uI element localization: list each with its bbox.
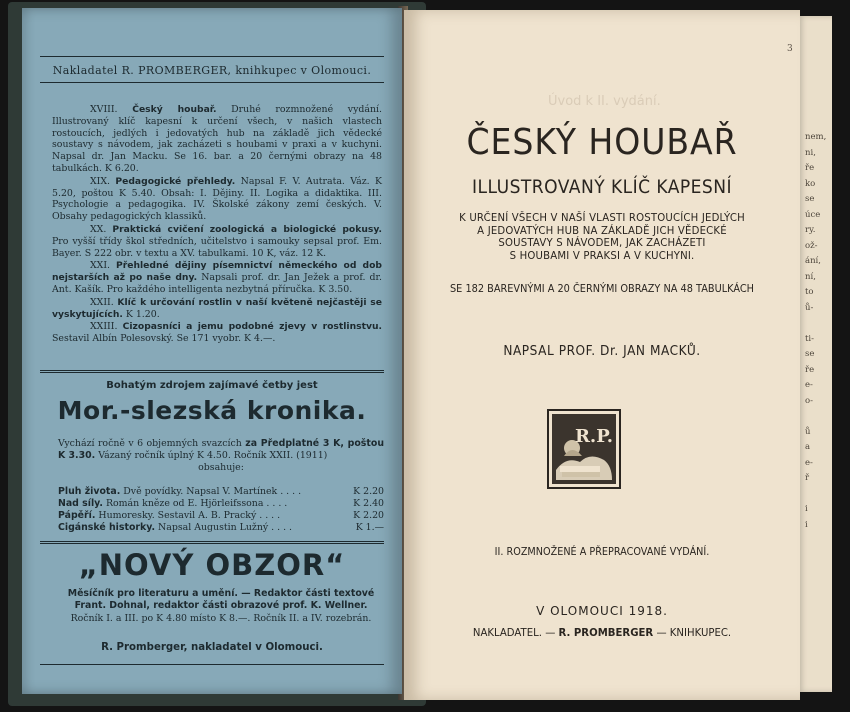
book-title: ČESKÝ HOUBAŘ <box>466 122 738 163</box>
kronika-subscription: za Předplatné 3 K, poštou K 3.30. <box>58 438 384 461</box>
divider <box>40 541 384 544</box>
edge-fragment: ti- <box>805 333 815 344</box>
book-description: Druhé rozmnožené vydání. Illustrovaný klíč kapesní k určení všech, v našich vlastech rostoucích, jedlých i jedovatých hub na základě jich vědecké soustavy s návodem, jak zacházeti s houbami v praxi a v kuchyni. Napsal dr. Jan Macku. Se 16. bar. a 20 černými obrazy na 48 tabulkách. K 6.20. <box>52 104 382 174</box>
obzor-line: Frant. Dohnal, redaktor části obrazové prof. K. Wellner. <box>74 600 368 612</box>
edge-fragment: ni, <box>805 147 816 158</box>
kronika-description <box>58 438 384 474</box>
publisher-name: R. PROMBERGER <box>558 626 654 639</box>
book-description: Napsal F. V. Autrata. Váz. K 5.20, poštou K 5.40. Obsah: I. Dějiny. II. Logika a didaktika. III. Psychologie a pedagogika. IV. Školské zákony zemí českých. V. Obsahy pedagogických klassiků. <box>52 175 382 223</box>
divider <box>40 370 384 373</box>
list-item <box>58 486 384 498</box>
book-number: XXIII. <box>90 321 118 333</box>
item-price: K 2.20 <box>353 486 384 497</box>
item-title: Cigánské historky. <box>58 522 156 533</box>
book-description: Sestavil Albín Polesovský. Se 171 vyobr. K 4.—. <box>52 333 276 345</box>
edge-fragment: ř <box>805 473 810 483</box>
kronika-desc-text: Vázaný ročník úplný K 4.50. Ročník XXII. (1911) <box>98 450 328 461</box>
divider <box>40 82 384 83</box>
edge-fragment: se <box>805 194 815 204</box>
publisher-line <box>420 626 784 639</box>
book-title: Přehledné dějiny písemnictví německého od dob nejstarších až po naše dny. <box>52 260 382 284</box>
edge-fragment: ož- <box>805 240 818 251</box>
book-title: Klíč k určování rostlin v naší květeně nejčastěji se vyskytujících. <box>52 296 383 320</box>
list-item <box>58 522 384 534</box>
book-entry <box>52 224 382 259</box>
kronika-contents <box>58 486 384 534</box>
next-page-edge-text <box>805 130 827 533</box>
edge-fragment: ry. <box>805 225 816 235</box>
edge-fragment: to <box>805 287 814 297</box>
source-line: Bohatým zdrojem zajímavé četby jest <box>106 380 318 391</box>
book-entry <box>52 176 382 223</box>
edge-fragment: ů- <box>805 302 814 313</box>
edge-fragment: ře <box>805 364 815 375</box>
list-item <box>58 510 384 522</box>
item-price: K 1.— <box>355 522 384 533</box>
item-text: Román kněze od E. Hjörleifssona . . . . <box>105 498 288 509</box>
purpose-line: SOUSTAVY S NÁVODEM, JAK ZACHÁZETI <box>498 236 706 249</box>
author-line: NAPSAL PROF. Dr. JAN MACKŮ. <box>503 343 701 359</box>
book-purpose <box>429 212 775 262</box>
book-title: Cizopasníci a jemu podobné zjevy v rostlinstvu. <box>122 321 383 333</box>
edge-fragment <box>805 409 827 425</box>
item-title: Nad síly. <box>58 498 103 509</box>
purpose-line: A JEDOVATÝCH HUB NA ZÁKLADĚ JICH VĚDECKÉ <box>477 223 727 237</box>
item-text: Humoresky. Sestavil A. B. Pracký . . . . <box>98 510 281 521</box>
place-year: V OLOMOUCI 1918. <box>536 604 668 618</box>
page-number: 3 <box>787 44 793 54</box>
book-title: Praktická cvičení zoologická a biologické pokusy. <box>112 223 383 235</box>
edge-fragment: ko <box>805 178 816 189</box>
edge-fragment: e- <box>805 380 813 390</box>
obzor-description <box>58 588 384 625</box>
edge-fragment: e- <box>805 457 813 468</box>
item-text: Dvě povídky. Napsal V. Martínek . . . . <box>123 486 302 497</box>
edition-note: II. ROZMNOŽENÉ A PŘEPRACOVANÉ VYDÁNÍ. <box>494 546 710 558</box>
obzor-line: Měsíčník pro literaturu a umění. — Redaktor části textové <box>67 588 375 599</box>
kronika-desc-text: Vychází ročně v 6 objemných svazcích <box>58 438 242 449</box>
edge-fragment: nem, <box>805 132 827 142</box>
edge-fragment <box>805 487 827 503</box>
book-entry <box>52 321 382 345</box>
edge-fragment: a <box>805 442 811 452</box>
book-description: Pro vyšší třídy škol středních, učitelstvo i samouky sepsal prof. Em. Bayer. S 222 obr. v textu a XV. tabulkami. 10 K, váz. 12 K. <box>52 235 382 259</box>
book-number: XIX. <box>90 175 111 187</box>
list-item <box>58 498 384 510</box>
illustrations-note: SE 182 BAREVNÝMI A 20 ČERNÝMI OBRAZY NA 48 TABULKÁCH <box>449 283 755 295</box>
book-entry <box>52 260 382 295</box>
book-list <box>52 104 382 346</box>
edge-fragment: se <box>805 349 815 359</box>
item-title: Pápěří. <box>58 510 96 521</box>
publisher-label: NAKLADATEL. — <box>472 626 556 639</box>
item-price: K 2.20 <box>353 510 384 521</box>
obzor-title: „NOVÝ OBZOR“ <box>78 548 346 582</box>
publisher-header: Nakladatel R. PROMBERGER, knihkupec v Olomouci. <box>52 64 372 77</box>
edge-fragment: ů <box>805 426 811 437</box>
book-subtitle: ILLUSTROVANÝ KLÍČ KAPESNÍ <box>472 176 732 198</box>
item-text: Napsal Augustin Lužný . . . . <box>158 522 293 533</box>
edge-fragment: ní, <box>805 271 816 282</box>
logo-letters: R.P. <box>574 426 614 447</box>
book-title: Český houbař. <box>132 104 217 115</box>
edge-fragment: o- <box>805 395 813 406</box>
purpose-line: K URČENÍ VŠECH V NAŠÍ VLASTI ROSTOUCÍCH JEDLÝCH <box>459 211 745 224</box>
edge-fragment <box>805 316 827 332</box>
book-title: Pedagogické přehledy. <box>115 175 236 187</box>
edge-fragment: ře <box>805 163 815 173</box>
book-number: XXI. <box>90 260 111 272</box>
edge-fragment: úce <box>805 209 821 220</box>
book-description: K 1.20. <box>125 308 160 320</box>
kronika-title: Mor.-slezská kronika. <box>57 396 367 425</box>
edge-fragment: ání, <box>805 256 821 266</box>
show-through-text: Úvod k II. vydání. <box>548 94 661 109</box>
edge-fragment: i <box>805 504 808 514</box>
kronika-desc-text: obsahuje: <box>198 462 244 473</box>
obzor-line: Ročník I. a III. po K 4.80 místo K 8.—. Ročník II. a IV. rozebrán. <box>70 612 372 624</box>
right-page-title <box>404 10 800 700</box>
publisher-trade: — KNIHKUPEC. <box>656 626 732 639</box>
book-description: Napsali prof. dr. Jan Ježek a prof. dr. Ant. Kašík. Pro každého intelligenta nezbytná příručka. K 3.50. <box>52 272 382 295</box>
publisher-logo-icon <box>546 408 622 490</box>
left-page-advertisement <box>22 8 402 694</box>
item-price: K 2.40 <box>353 498 384 509</box>
divider <box>40 664 384 665</box>
edge-fragment: i <box>805 519 808 530</box>
book-number: XX. <box>90 223 107 235</box>
book-number: XVIII. <box>90 104 118 115</box>
book-number: XXII. <box>90 296 114 308</box>
book-entry <box>52 297 382 321</box>
purpose-line: S HOUBAMI V PRAKSI A V KUCHYNI. <box>509 248 695 262</box>
divider <box>40 56 384 57</box>
item-title: Pluh života. <box>58 486 121 497</box>
obzor-publisher: R. Promberger, nakladatel v Olomouci. <box>101 642 323 653</box>
book-entry <box>52 104 382 175</box>
